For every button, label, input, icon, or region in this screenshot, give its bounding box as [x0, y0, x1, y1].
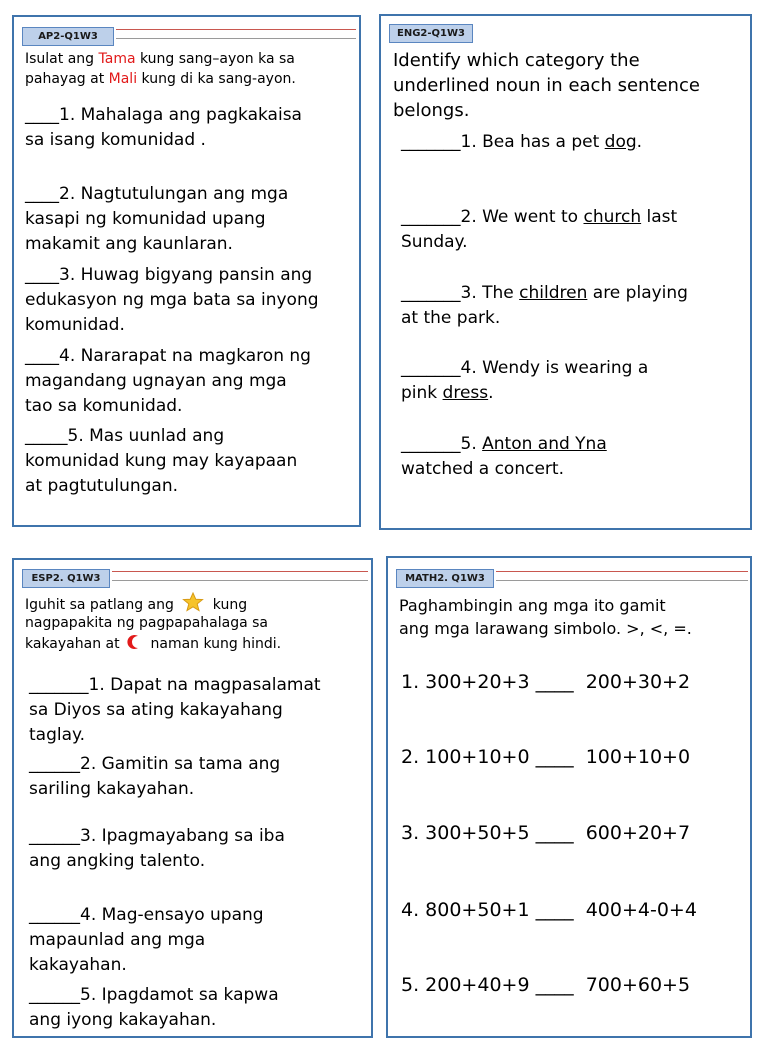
underlined-noun: dog — [604, 132, 637, 152]
math-item-5: 5. 200+40+9 ____ 700+60+5 — [401, 974, 691, 996]
math-worksheet-panel: MATH2. Q1W3 Paghambingin ang mga ito gamit ang mga larawang simbolo. >, <, =. 1. 300+20+3 ____ 200+30+2 2. 100+10+0 ____ 100+10+0 3. 300+50+5 ____ 600+20+7 4. 800+50+1 ____ 400+4-0+4 5. 200+40+9 ____ 700+60+5 — [386, 556, 752, 1038]
answer-blank: ____ — [535, 671, 574, 693]
mali-label: Mali — [108, 71, 138, 87]
underlined-noun: children — [519, 283, 588, 303]
eng-worksheet-panel: ENG2-Q1W3 Identify which category the underlined noun in each sentence belongs. _______1. Bea has a pet dog. _______2. We went to church last Sunday. _______3. The children are playing at the park. _______4. Wendy is wearing a pink dress. _______5. Anton and Yna watched a concert. — [379, 14, 752, 530]
header-rule — [112, 580, 368, 581]
math-item-1: 1. 300+20+3 ____ 200+30+2 — [401, 671, 691, 693]
header-rule — [496, 571, 748, 572]
tama-label: Tama — [98, 51, 136, 67]
math-item-2: 2. 100+10+0 ____ 100+10+0 — [401, 746, 691, 768]
underlined-noun: dress — [442, 383, 489, 403]
header-rule — [116, 29, 356, 30]
header-rule — [116, 38, 356, 39]
answer-blank: ____ — [535, 822, 574, 844]
math-item-3: 3. 300+50+5 ____ 600+20+7 — [401, 822, 691, 844]
math-item-4: 4. 800+50+1 ____ 400+4-0+4 — [401, 899, 697, 921]
moon-icon — [126, 634, 144, 650]
answer-blank: ____ — [535, 899, 574, 921]
underlined-noun: Anton and Yna — [482, 434, 607, 454]
header-rule — [496, 580, 748, 581]
header-rule — [112, 571, 368, 572]
ap-tag: AP2-Q1W3 — [22, 27, 114, 46]
ap-worksheet-panel: AP2-Q1W3 Isulat ang Tama kung sang–ayon ka sa pahayag at Mali kung di ka sang-ayon. ____1. Mahalaga ang pagkakaisa sa isang komunidad . ____2. Nagtutulungan ang mga kasapi ng komunidad upang makamit ang kaunlaran. ____3. Huwag bigyang pansin ang edukasyon ng mga bata sa inyong komunidad. ____4. Nararapat na magkaron ng magandang ugnayan ang mga tao sa komunidad. _____5. Mas uunlad ang komunidad kung may kayapaan at pagtutulungan. — [12, 15, 361, 527]
underlined-noun: church — [583, 207, 642, 227]
eng-tag: ENG2-Q1W3 — [389, 24, 473, 43]
star-icon — [182, 592, 204, 610]
answer-blank: ____ — [535, 746, 574, 768]
answer-blank: ____ — [535, 974, 574, 996]
esp-tag: ESP2. Q1W3 — [22, 569, 110, 588]
esp-worksheet-panel: ESP2. Q1W3 Iguhit sa patlang ang kung nagpapakita ng pagpapahalaga sa kakayahan at naman kung hindi. _______1. Dapat na magpasalamat sa Diyos sa ating kakayahang taglay. ______2. Gamitin sa tama ang sariling kakayahan. ______3. Ipagmayabang sa iba ang angking talento. ______4. Mag-ensayo upang mapaunlad ang mga kakayahan. ______5. Ipagdamot sa kapwa ang iyong kakayahan. — [12, 558, 373, 1038]
math-tag: MATH2. Q1W3 — [396, 569, 494, 588]
